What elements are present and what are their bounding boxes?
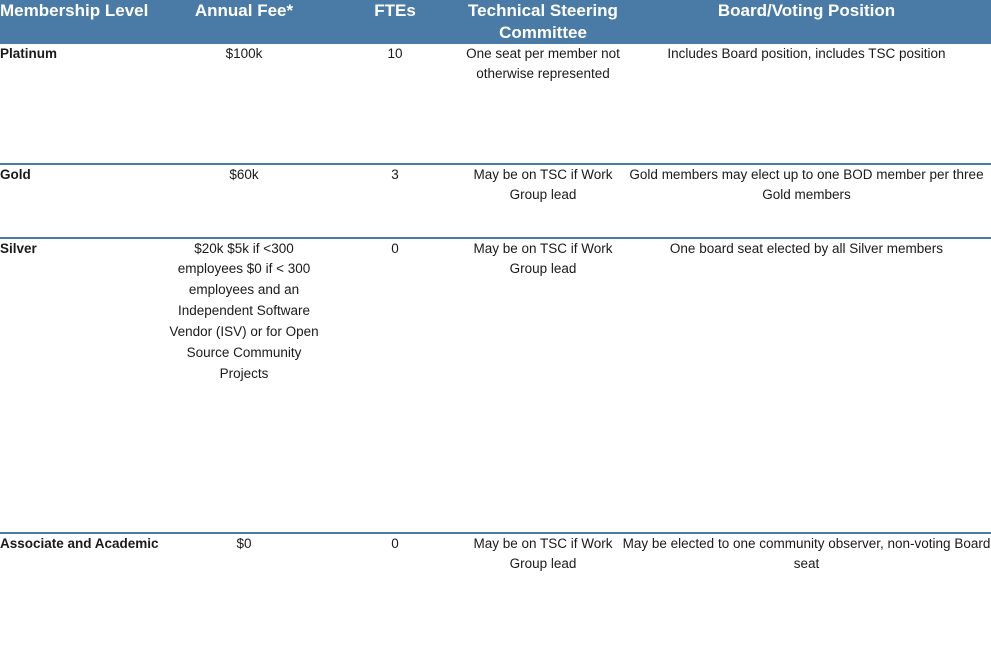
cell-membership-level: Gold [0, 164, 162, 238]
cell-board: Includes Board position, includes TSC position [667, 45, 946, 61]
cell-board: Gold members may elect up to one BOD member per three Gold members [622, 164, 991, 238]
table-row [0, 44, 991, 164]
cell-tsc: May be on TSC if Work Group lead [464, 164, 622, 238]
cell-ftes: 3 [326, 164, 464, 238]
table-row [0, 238, 991, 533]
cell-annual-fee: $100k [225, 45, 263, 61]
cell-membership-level: Platinum [0, 45, 58, 61]
header-annual-fee: Annual Fee* [194, 1, 294, 20]
table-header [0, 0, 991, 44]
cell-tsc: May be on TSC if Work Group lead [464, 533, 622, 593]
header-technical-steering-committee: Technical Steering Committee [468, 1, 618, 42]
header-membership-level: Membership Level [0, 1, 149, 20]
cell-membership-level: Associate and Academic [0, 533, 162, 593]
cell-tsc: May be on TSC if Work Group lead [464, 238, 622, 533]
cell-annual-fee: $0 [162, 533, 326, 593]
table-row [0, 533, 991, 593]
cell-membership-level: Silver [0, 238, 162, 533]
cell-ftes: 0 [326, 533, 464, 593]
cell-tsc: One seat per member not otherwise represented [466, 45, 620, 82]
table-header-row [0, 0, 991, 44]
table-row [0, 164, 991, 238]
cell-ftes: 0 [326, 238, 464, 533]
cell-board: May be elected to one community observer, non-voting Board seat [622, 533, 991, 593]
header-board-voting-position: Board/Voting Position [717, 1, 896, 20]
header-ftes: FTEs [374, 1, 416, 20]
table-body [0, 44, 991, 593]
cell-ftes: 10 [387, 45, 403, 61]
cell-annual-fee: $20k $5k if <300 employees $0 if < 300 employees and an Independent Software Vendor (ISV) or for Open Source Community Projects [162, 238, 326, 533]
cell-board: One board seat elected by all Silver members [622, 238, 991, 533]
cell-annual-fee: $60k [162, 164, 326, 238]
